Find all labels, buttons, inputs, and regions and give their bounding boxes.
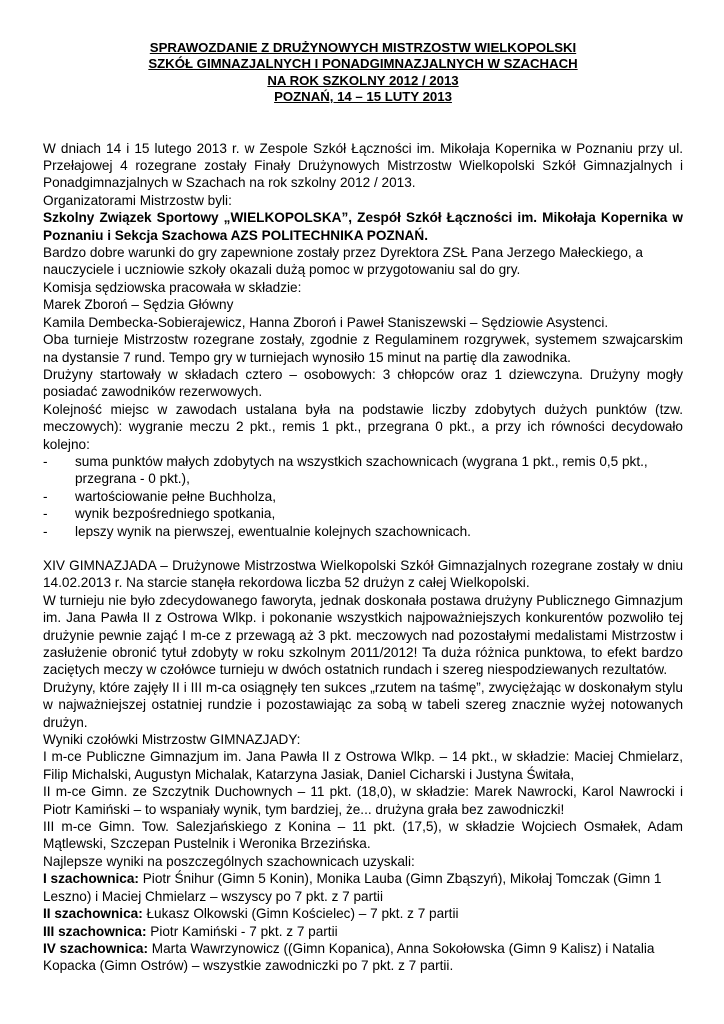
heading-line-3: NA ROK SZKOLNY 2012 / 2013 [267, 72, 459, 88]
list-item: - wynik bezpośredniego spotkania, [43, 506, 276, 522]
xiv-favorite-paragraph: W turnieju nie było zdecydowanego faworyta, jednak doskonała postawa drużyny Publicznego Gimnazjum im. Jana Pawła II z Ostrowa Wlkp. i pokonanie wszystkich najpoważniejszych konkurentów pozwoliło tej drużynie pewnie zająć I m-ce z przewagą aż 3 pkt. meczowych nad pozostałymi medalistami Mistrzostw i zasłużenie obronić tytuł zdobyty w roku szkolnym 2011/2012! Ta duża różnica punktowa, to efekt bardzo zaciętych meczy w czołówce turnieju w dwóch ostatnich rundach i szereg niespodziewanych rezultatów. [43, 592, 683, 678]
order-paragraph: Kolejność miejsc w zawodach ustalana była na podstawie liczby zdobytych dużych punktów (tzw. meczowych): wygranie meczu 2 pkt., remis 1 pkt., przegrana 0 pkt., a przy ich równości decydowało kolejno: [43, 401, 683, 452]
board-1-result [43, 870, 683, 905]
report-heading [43, 40, 683, 106]
place-2: II m-ce Gimn. ze Szczytnik Duchownych – 11 pkt. (18,0), w składzie: Marek Nawrocki, Karol Nawrocki i Piotr Kamiński – to wspaniały wynik, tym bardziej, że... drużyna grała bez zawodniczki! [43, 784, 683, 817]
tiebreak-text: lepszy wynik na pierwszej, ewentualnie kolejnych szachownicach. [75, 523, 471, 539]
conditions-paragraph: Bardzo dobre warunki do gry zapewnione zostały przez Dyrektora ZSŁ Pana Jerzego Małeckiego, a nauczyciele i uczniowie szkoły okazali dużą pomoc w przygotowaniu sal do gry. [43, 245, 643, 278]
boards-label: Najlepsze wyniki na poszczególnych szachownicach uzyskali: [43, 853, 415, 869]
board-label: II szachownica: [43, 906, 143, 922]
place-1: I m-ce Publiczne Gimnazjum im. Jana Pawła II z Ostrowa Wlkp. – 14 pkt., w składzie: Maciej Chmielarz, Filip Michalski, Augustyn Michalak, Katarzyna Jasiak, Daniel Cicharski i Justyna Świtała, [43, 749, 683, 782]
list-item: - lepszy wynik na pierwszej, ewentualnie kolejnych szachownicach. [43, 523, 471, 539]
spacer [43, 540, 683, 557]
rules-paragraph: Oba turnieje Mistrzostw rozegrane zostały, zgodnie z Regulaminem rozgrywek, systemem szwajcarskim na dystansie 7 rund. Tempo gry w turniejach wynosiło 15 minut na partię dla zawodnika. [43, 332, 683, 365]
intro-paragraph: W dniach 14 i 15 lutego 2013 r. w Zespole Szkół Łączności im. Mikołaja Kopernika w Poznaniu przy ul. Przełajowej 4 rozegrane zostały Finały Drużynowych Mistrzostw Wielkopolski Szkół Gimnazjalnych i Ponadgimnazjalnych w Szachach na rok szkolny 2012 / 2013. [43, 140, 683, 191]
board-text: Piotr Śnihur (Gimn 5 Konin), Monika Lauba (Gimn Zbąszyń), Mikołaj Tomczak (Gimn 1 Leszno) i Maciej Chmielarz – wszyscy po 7 pkt. z 7 partii [43, 871, 662, 904]
organizers-label: Organizatorami Mistrzostw byli: [43, 192, 232, 208]
list-item: - wartościowanie pełne Buchholza, [43, 488, 277, 504]
place-3: III m-ce Gimn. Tow. Salezjańskiego z Konina – 11 pkt. (17,5), w składzie Wojciech Osmałek, Adam Mątlewski, Szczepan Pustelnik i Weronika Brzezińska. [43, 819, 683, 852]
board-label: III szachownica: [43, 923, 147, 939]
teams-paragraph: Drużyny startowały w składach cztero – osobowych: 3 chłopców oraz 1 dziewczyna. Drużyny mogły posiadać zawodników rezerwowych. [43, 366, 683, 400]
heading-line-1: SPRAWOZDANIE Z DRUŻYNOWYCH MISTRZOSTW WIELKOPOLSKI [149, 40, 577, 55]
board-2-result [43, 905, 683, 922]
judges-label: Komisja sędziowska pracowała w składzie: [43, 279, 302, 295]
xiv-intro-paragraph: XIV GIMNAZJADA – Drużynowe Mistrzostwa Wielkopolski Szkół Gimnazjalnych rozegrane zostały w dniu 14.02.2013 r. Na starcie stanęła rekordowa liczba 52 drużyn z całej Wielkopolski. [43, 557, 683, 591]
results-label: Wyniki czołówki Mistrzostw GIMNAZJADY: [43, 732, 301, 748]
heading-line-2: SZKÓŁ GIMNAZJALNYCH I PONADGIMNAZJALNYCH W SZACHACH [148, 56, 578, 72]
xiv-success-paragraph: Drużyny, które zajęły II i III m-ca osiągnęły ten sukces „rzutem na taśmę”, zwyciężając w doskonałym stylu w najważniejszej ostatniej rundzie i pozostawiając za sobą w tabeli szereg znacznie wyżej notowanych drużyn. [43, 679, 683, 730]
list-item: - suma punktów małych zdobytych na wszystkich szachownicach (wygrana 1 pkt., remis 0,5 pkt., przegrana - 0 pkt.), [43, 453, 648, 487]
tiebreak-list [43, 453, 683, 540]
board-label: IV szachownica: [43, 940, 149, 956]
judge-main: Marek Zboroń – Sędzia Główny [43, 297, 234, 313]
spacer [43, 106, 683, 140]
board-label: I szachownica: [43, 871, 139, 887]
organizers-list: Szkolny Związek Sportowy „WIELKOPOLSKA”, Zespół Szkół Łączności im. Mikołaja Kopernika w Poznaniu i Sekcja Szachowa AZS POLITECHNIKA POZNAŃ. [43, 210, 683, 243]
tiebreak-text: wartościowanie pełne Buchholza, [75, 488, 277, 504]
heading-line-4: POZNAŃ, 14 – 15 LUTY 2013 [274, 89, 452, 105]
board-text: Marta Wawrzynowicz ((Gimn Kopanica), Anna Sokołowska (Gimn 9 Kalisz) i Natalia Kopacka (Gimn Ostrów) – wszystkie zawodniczki po 7 pkt. z 7 partii. [43, 940, 655, 974]
board-4-result [43, 940, 683, 975]
tiebreak-text: suma punktów małych zdobytych na wszystkich szachownicach (wygrana 1 pkt., remis 0,5 pkt., przegrana - 0 pkt.), [75, 453, 648, 487]
board-text: Łukasz Olkowski (Gimn Kościelec) – 7 pkt. z 7 partii [142, 906, 459, 922]
judges-assistants: Kamila Dembecka-Sobierajewicz, Hanna Zboroń i Paweł Staniszewski – Sędziowie Asystenci. [43, 314, 609, 330]
document-page [43, 40, 683, 975]
board-3-result [43, 923, 683, 940]
board-text: Piotr Kamiński - 7 pkt. z 7 partii [146, 923, 338, 939]
tiebreak-text: wynik bezpośredniego spotkania, [75, 506, 276, 522]
